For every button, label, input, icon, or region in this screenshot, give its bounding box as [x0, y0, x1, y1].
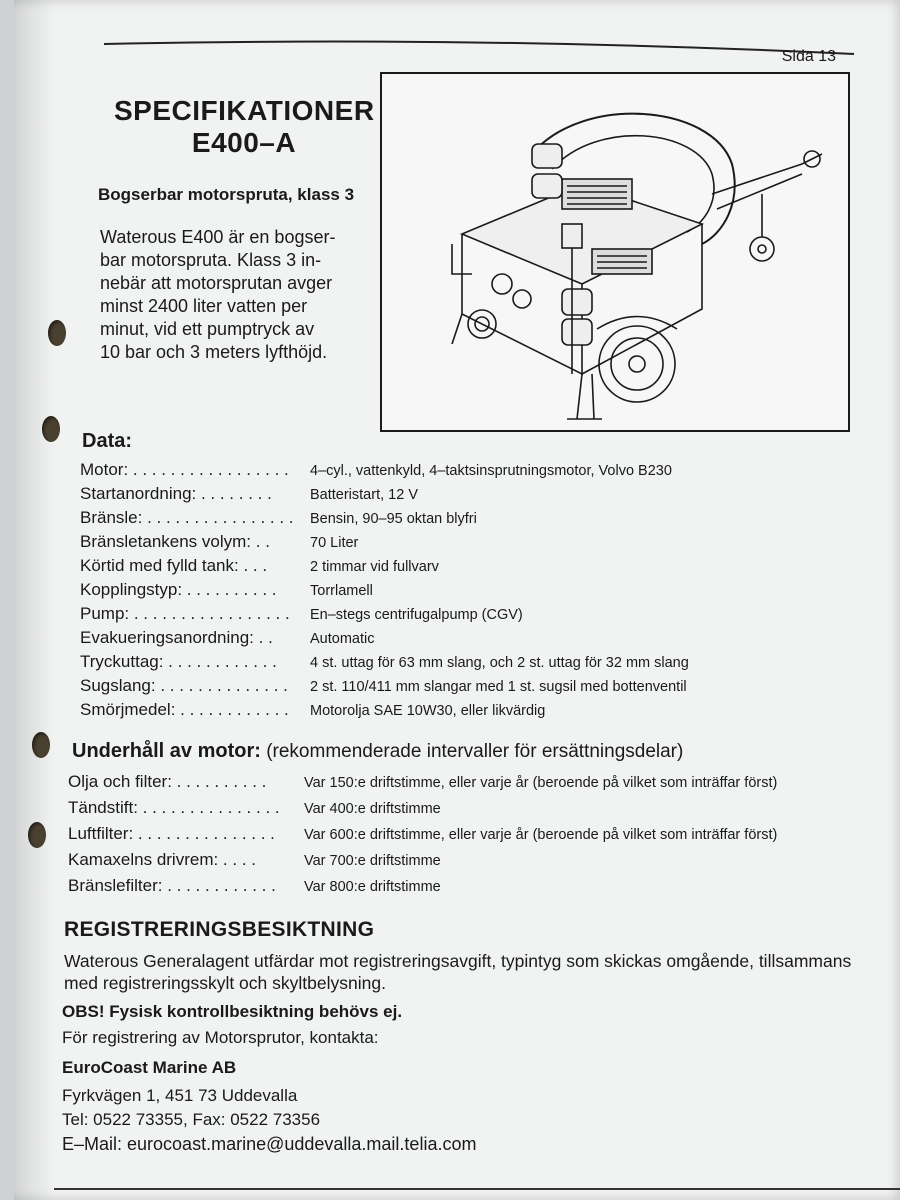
maintenance-row: [68, 850, 868, 876]
spec-row: [80, 604, 860, 628]
title-line-1: SPECIFIKATIONER: [114, 95, 375, 126]
company-phone: Tel: 0522 73355, Fax: 0522 73356: [62, 1110, 321, 1129]
spec-label: Tryckuttag: . . . . . . . . . . . .: [80, 652, 277, 671]
spec-label: Smörjmedel: . . . . . . . . . . . .: [80, 700, 289, 719]
spec-row: [80, 700, 860, 724]
spec-value: Torrlamell: [310, 583, 373, 599]
spec-value: Motorolja SAE 10W30, eller likvärdig: [310, 703, 546, 719]
spec-value: 4–cyl., vattenkyld, 4–taktsinsprutningsmotor, Volvo B230: [310, 463, 672, 479]
spec-row: [80, 676, 860, 700]
maintenance-row: [68, 876, 868, 902]
company-name: EuroCoast Marine AB: [62, 1058, 237, 1077]
trailer-pump-drawing: [382, 74, 848, 430]
spec-label: Bränsle: . . . . . . . . . . . . . . . .: [80, 508, 294, 527]
spec-table: [80, 460, 860, 724]
intro-line: minst 2400 liter vatten per: [100, 296, 308, 316]
maintenance-label: Luftfilter: . . . . . . . . . . . . . . .: [68, 824, 275, 843]
company-address: Fyrkvägen 1, 451 73 Uddevalla: [62, 1086, 298, 1105]
maintenance-label: Bränslefilter: . . . . . . . . . . . .: [68, 876, 276, 895]
spec-value: 2 st. 110/411 mm slangar med 1 st. sugsil med bottenventil: [310, 679, 687, 695]
registration-heading: REGISTRERINGSBESIKTNING: [64, 918, 375, 941]
spec-label: Motor: . . . . . . . . . . . . . . . . .: [80, 460, 289, 479]
maintenance-row: [68, 772, 868, 798]
spec-label: Kopplingstyp: . . . . . . . . . .: [80, 580, 277, 599]
bottom-rule: [54, 1188, 900, 1190]
spec-value: Batteristart, 12 V: [310, 487, 418, 503]
spec-row: [80, 556, 860, 580]
intro-line: nebär att motorsprutan avger: [100, 273, 333, 293]
spec-value: Automatic: [310, 631, 375, 647]
registration-text: Waterous Generalagent utfärdar mot registreringsavgift, typintyg som skickas omgående, tillsammans med registreringsskylt och skyltbelysning.: [64, 951, 852, 993]
spec-row: [80, 628, 860, 652]
spec-row: [80, 508, 860, 532]
document-page: [14, 0, 900, 1200]
spec-row: [80, 652, 860, 676]
subtitle: Bogserbar motorspruta, klass 3: [98, 185, 355, 204]
pump-illustration: [380, 72, 850, 432]
title-line-2: E400–A: [191, 127, 297, 158]
maintenance-value: Var 150:e driftstimme, eller varje år (beroende på vilket som inträffar först): [304, 775, 778, 791]
punch-hole: [32, 732, 50, 758]
page-edge-shadow: [14, 0, 54, 1200]
maintenance-label: Olja och filter: . . . . . . . . . .: [68, 772, 267, 791]
maintenance-value: Var 600:e driftstimme, eller varje år (beroende på vilket som inträffar först): [304, 827, 778, 843]
intro-line: 10 bar och 3 meters lyfthöjd.: [100, 342, 328, 362]
punch-hole: [28, 822, 46, 848]
spec-row: [80, 532, 860, 556]
punch-hole: [48, 320, 66, 346]
page-title: [114, 95, 374, 159]
spec-label: Evakueringsanordning: . .: [80, 628, 273, 647]
maintenance-label: Tändstift: . . . . . . . . . . . . . . .: [68, 798, 280, 817]
spec-row: [80, 460, 860, 484]
spec-row: [80, 580, 860, 604]
maintenance-title: Underhåll av motor:: [72, 740, 261, 762]
maintenance-value: Var 400:e driftstimme: [304, 801, 441, 817]
data-heading: Data:: [82, 430, 133, 452]
company-email: E–Mail: eurocoast.marine@uddevalla.mail.telia.com: [62, 1134, 477, 1154]
maintenance-label: Kamaxelns drivrem: . . . .: [68, 850, 256, 869]
maintenance-subtitle: (rekommenderade intervaller för ersättningsdelar): [266, 741, 684, 762]
spec-label: Pump: . . . . . . . . . . . . . . . . .: [80, 604, 290, 623]
punch-hole: [42, 416, 60, 442]
intro-line: Waterous E400 är en bogser-: [100, 227, 336, 247]
spec-value: Bensin, 90–95 oktan blyfri: [310, 511, 477, 527]
maintenance-row: [68, 824, 868, 850]
spec-value: 4 st. uttag för 63 mm slang, och 2 st. uttag för 32 mm slang: [310, 655, 689, 671]
spec-label: Bränsletankens volym: . .: [80, 532, 270, 551]
page-number: Sida 13: [781, 48, 836, 65]
spec-value: 2 timmar vid fullvarv: [310, 559, 439, 575]
intro-line: minut, vid ett pumptryck av: [100, 319, 315, 339]
spec-value: 70 Liter: [310, 535, 359, 551]
spec-label: Sugslang: . . . . . . . . . . . . . .: [80, 676, 288, 695]
spec-label: Startanordning: . . . . . . . .: [80, 484, 272, 503]
maintenance-row: [68, 798, 868, 824]
spec-label: Körtid med fylld tank: . . .: [80, 556, 268, 575]
maintenance-table: [68, 772, 868, 902]
contact-intro: För registrering av Motorsprutor, kontakta:: [62, 1028, 379, 1047]
maintenance-value: Var 700:e driftstimme: [304, 853, 441, 869]
top-rule: [104, 38, 854, 58]
spec-value: En–stegs centrifugalpump (CGV): [310, 607, 523, 623]
registration-obs: OBS! Fysisk kontrollbesiktning behövs ej.: [62, 1002, 403, 1021]
intro-paragraph: [100, 226, 370, 364]
maintenance-heading: [72, 740, 683, 763]
spec-row: [80, 484, 860, 508]
maintenance-value: Var 800:e driftstimme: [304, 879, 441, 895]
intro-line: bar motorspruta. Klass 3 in-: [100, 250, 322, 270]
